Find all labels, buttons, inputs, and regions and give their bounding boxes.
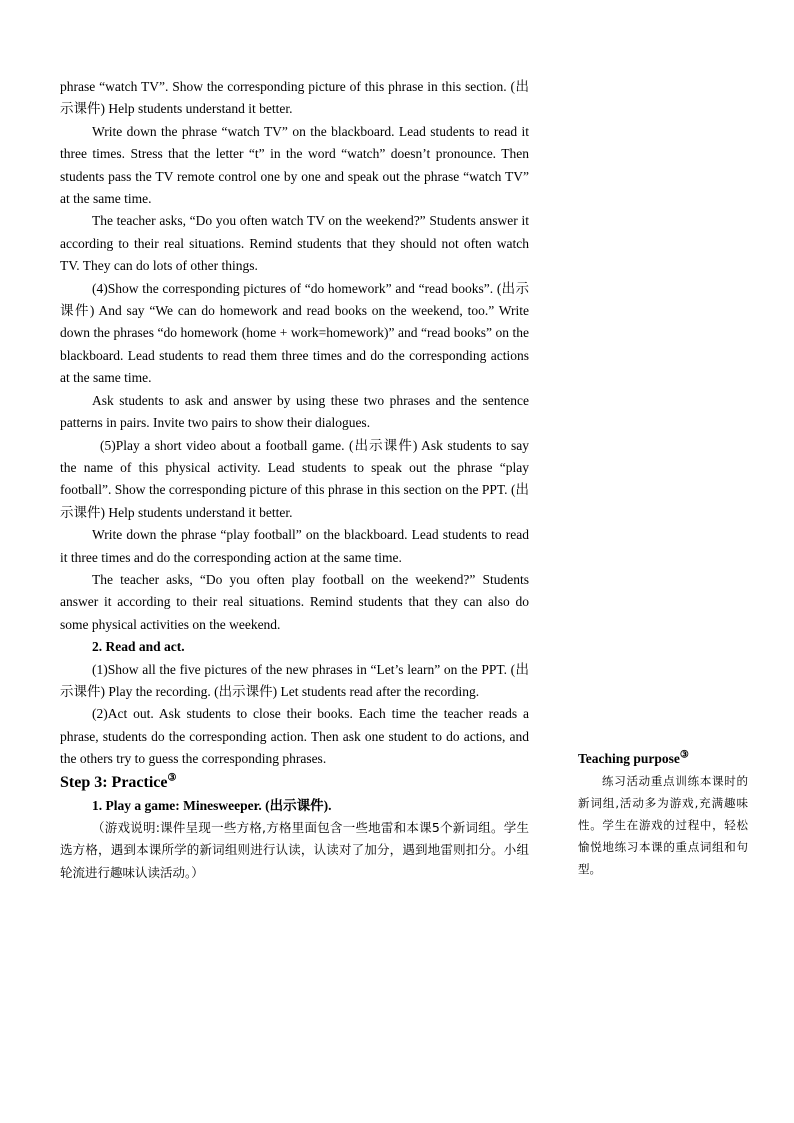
paragraph-show-pictures: (1)Show all the five pictures of the new phrases in “Let’s learn” on the PPT. (出示课件) Play the recording. (出示课件) Let students read after the recording.	[60, 661, 529, 699]
step-3-heading	[60, 771, 529, 795]
side-note-title	[578, 748, 748, 770]
step-3-heading-text: Step 3: Practice	[60, 773, 168, 791]
paragraph-game-instructions: （游戏说明:课件呈现一些方格,方格里面包含一些地雷和本课5个新词组。学生选方格，遇到本课所学的新词组则进行认读，认读对了加分，遇到地雷则扣分。小组轮流进行趣味认读活动。）	[60, 820, 529, 880]
paragraph-football-blackboard: Write down the phrase “play football” on the blackboard. Lead students to read it three times and do the corresponding action at the same time.	[60, 527, 529, 565]
footnote-mark: ③	[167, 772, 177, 784]
subheading-read-and-act: 2. Read and act.	[92, 639, 185, 655]
paragraph-football-video: (5)Play a short video about a football game. (出示课件) Ask students to say the name of this physical activity. Lead students to speak out the phrase “play football”. Show the corresponding picture of this phrase in this section on the PPT. (出示课件) Help students understand it better.	[60, 437, 529, 520]
paragraph-act-out: (2)Act out. Ask students to close their books. Each time the teacher reads a phrase, students do the corresponding action. Then ask one student to do actions, and the others try to guess the corresponding phrases.	[60, 706, 529, 767]
side-note	[578, 748, 748, 880]
main-text-column	[60, 76, 529, 884]
paragraph-watch-tv-question: The teacher asks, “Do you often watch TV on the weekend?” Students answer it according to their real situations. Remind students that they should not often watch TV. They can do lots of other things.	[60, 213, 529, 274]
paragraph-homework-books: (4)Show the corresponding pictures of “do homework” and “read books”. (出示课件) And say “We can do homework and read books on the weekend, too.” Write down the phrases “do homework (home + work=homework)” and “read books” on the blackboard. Lead students to read them three times and do the corresponding actions at the same time.	[60, 280, 529, 386]
subheading-minesweeper: 1. Play a game: Minesweeper. (出示课件).	[92, 797, 332, 813]
paragraph-football-question: The teacher asks, “Do you often play football on the weekend?” Students answer it according to their real situations. Remind students that they can also do some physical activities on the weekend.	[60, 571, 529, 632]
side-note-footnote-mark: ③	[679, 749, 689, 761]
side-note-body: 练习活动重点训练本课时的新词组,活动多为游戏,充满趣味性。学生在游戏的过程中，轻松愉悦地练习本课的重点词组和句型。	[578, 774, 748, 876]
paragraph-pair-dialogues: Ask students to ask and answer by using these two phrases and the sentence patterns in pairs. Invite two pairs to show their dialogues.	[60, 392, 529, 431]
paragraph-watch-tv-intro: phrase “watch TV”. Show the corresponding picture of this phrase in this section. (出示课件) Help students understand it better.	[60, 79, 529, 117]
side-note-title-text: Teaching purpose	[578, 751, 680, 766]
paragraph-watch-tv-blackboard: Write down the phrase “watch TV” on the blackboard. Lead students to read it three times. Stress that the letter “t” in the word “watch” doesn’t pronounce. Then students pass the TV remote control one by one and speak out the phrase “watch TV” at the same time.	[60, 123, 529, 207]
